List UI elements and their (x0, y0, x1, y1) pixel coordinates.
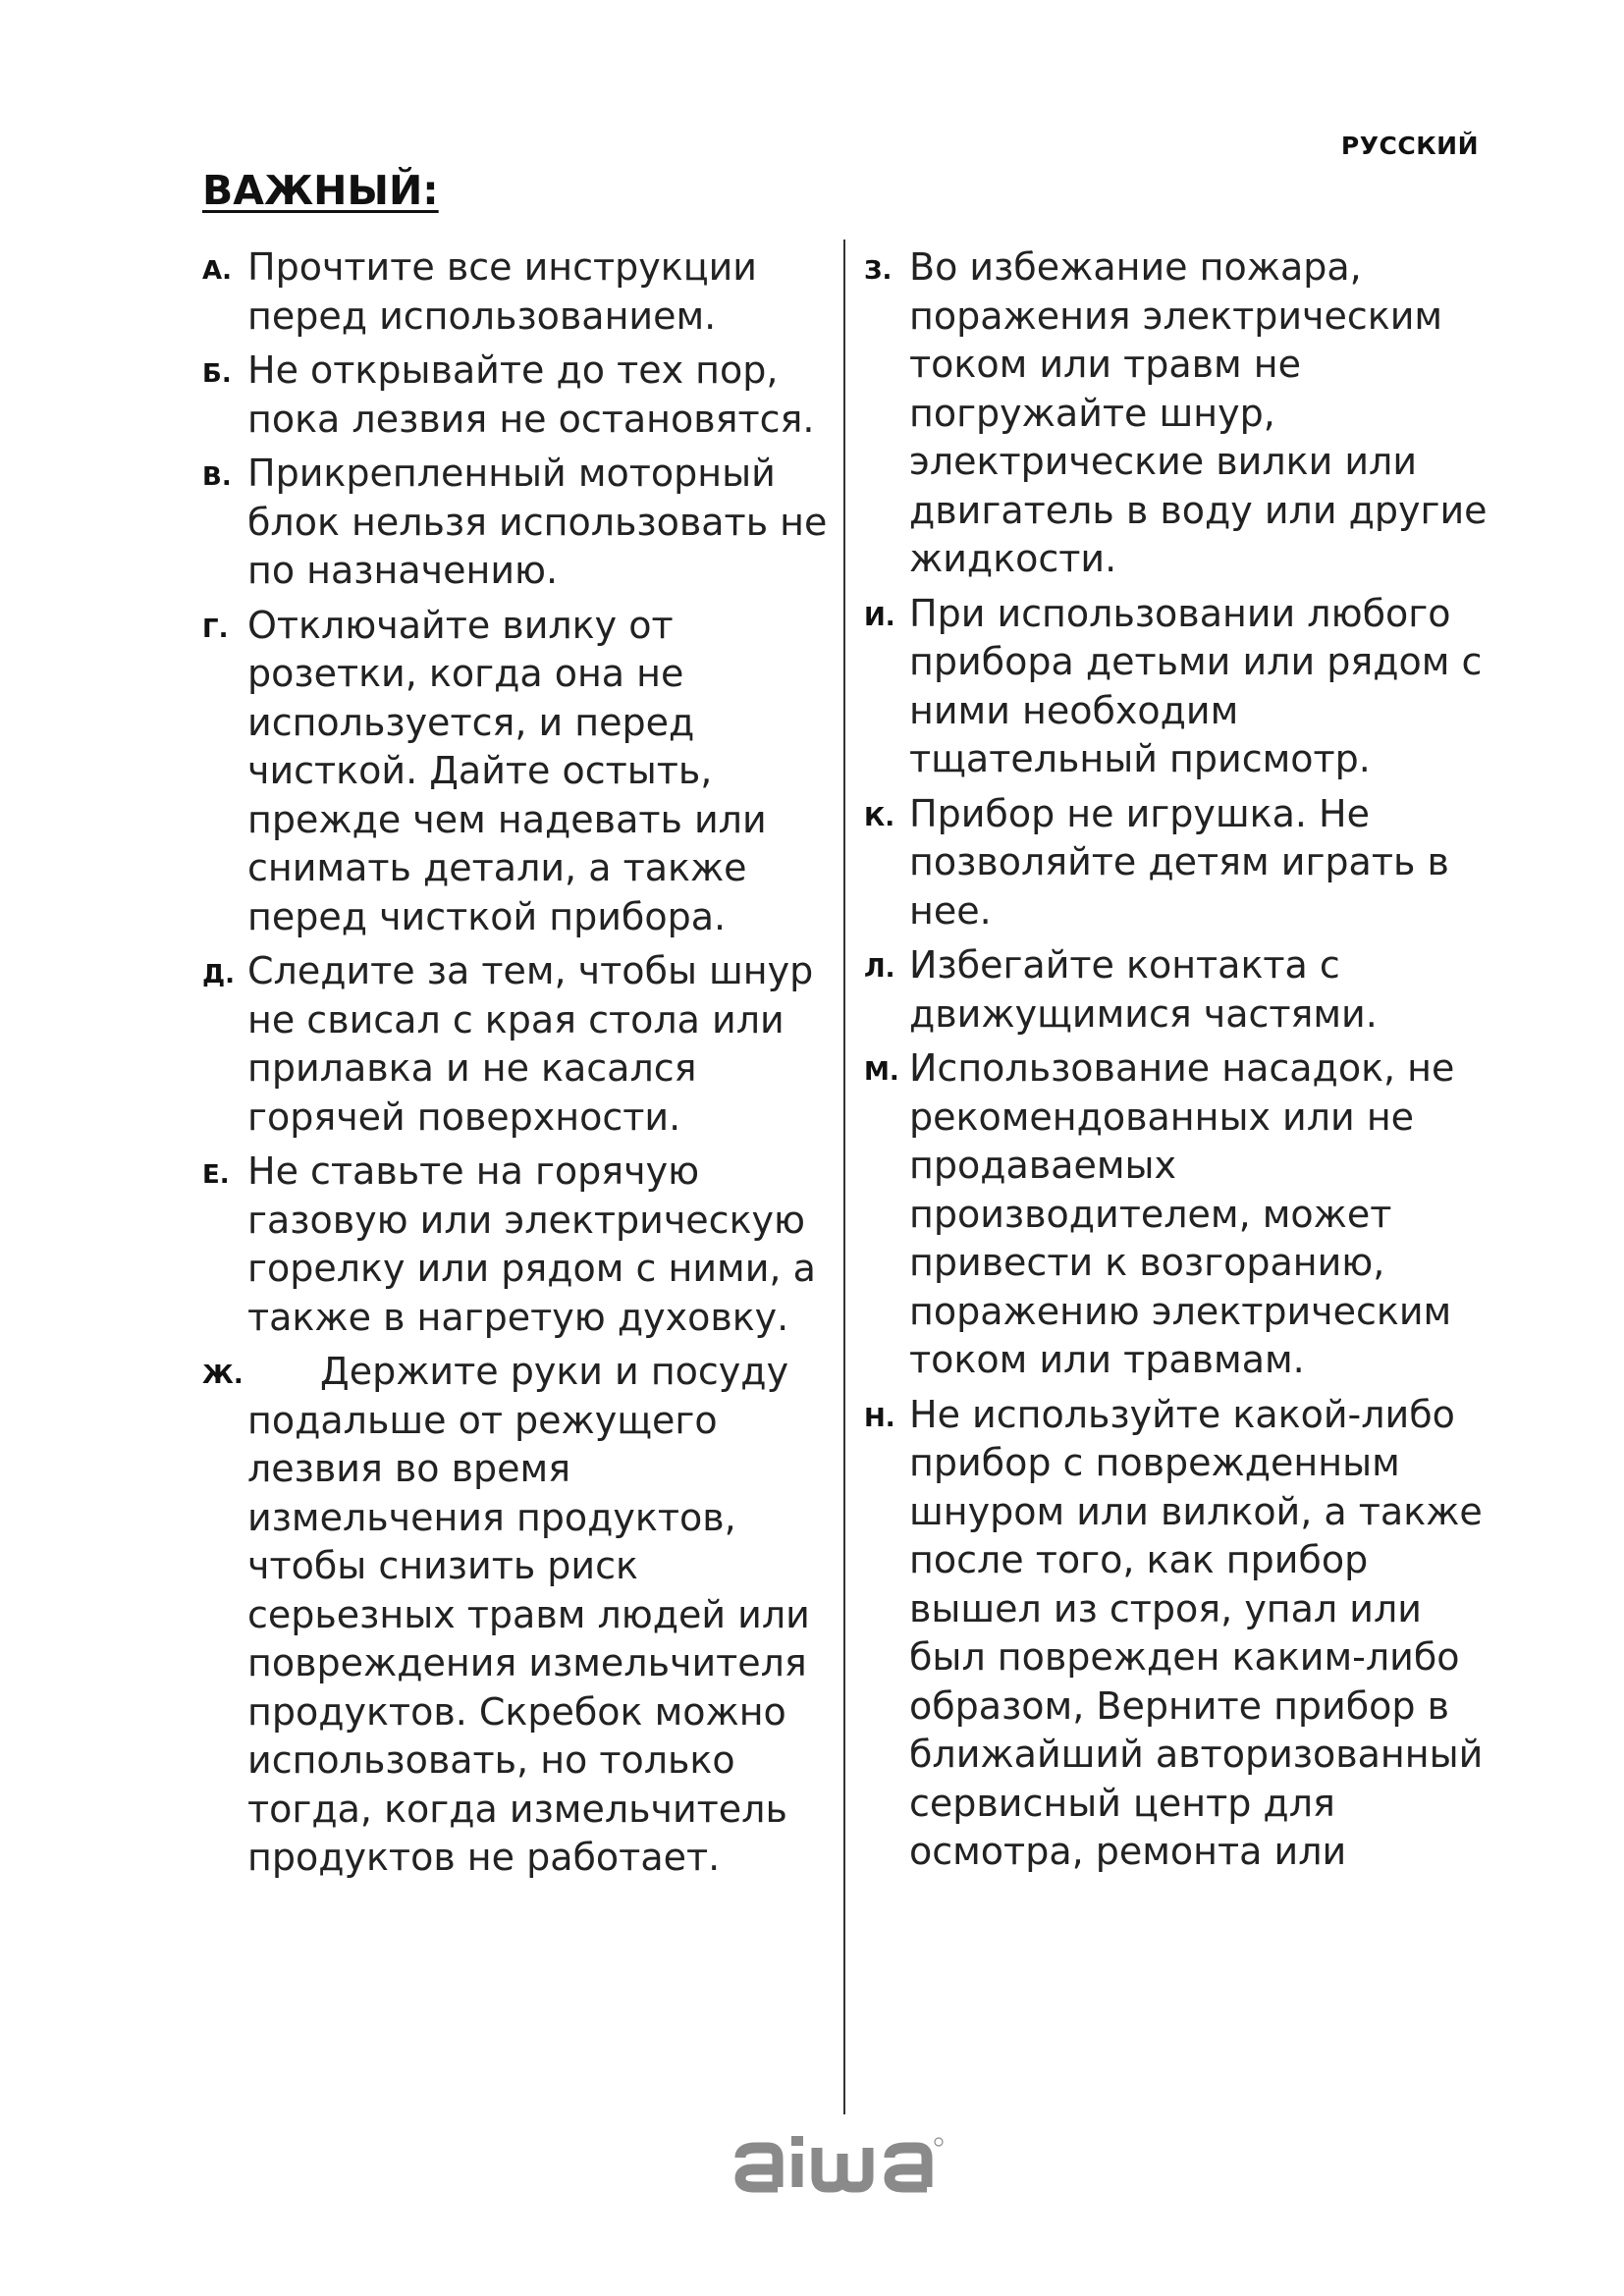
page-title: ВАЖНЫЙ: (202, 167, 439, 214)
instruction-item (202, 450, 831, 596)
instruction-text: Отключайте вилку от розетки, когда она не используется, и перед чисткой. Дайте остыть, прежде чем надевать или снимать детали, а также перед чисткой прибора. (247, 603, 767, 938)
instruction-item (202, 243, 831, 341)
instruction-text: Следите за тем, чтобы шнур не свисал с края стола или прилавка и не касался горячей поверхности. (247, 949, 814, 1139)
instruction-text: Не ставьте на горячую газовую или электрическую горелку или рядом с ними, а также в нагретую духовку. (247, 1149, 816, 1339)
instruction-item (864, 1044, 1492, 1385)
instruction-item (202, 1148, 831, 1342)
instruction-item (864, 590, 1492, 784)
instruction-letter: З. (864, 256, 893, 286)
instruction-text: Прибор не игрушка. Не позволяйте детям играть в нее. (909, 791, 1449, 933)
instruction-letter: Н. (864, 1403, 895, 1433)
instruction-letter: Г. (202, 614, 229, 644)
aiwa-logo-icon (727, 2132, 962, 2195)
instruction-letter: И. (864, 602, 895, 632)
instruction-item (202, 1348, 831, 1883)
instruction-letter: Е. (202, 1160, 230, 1190)
instruction-letter: А. (202, 256, 232, 286)
instruction-letter: К. (864, 802, 895, 832)
language-label: РУССКИЙ (1340, 132, 1479, 160)
instruction-letter: Б. (202, 359, 232, 389)
instruction-item (864, 941, 1492, 1039)
instruction-item (864, 1391, 1492, 1877)
instruction-text: При использовании любого прибора детьми или рядом с ними необходим тщательный присмотр. (909, 591, 1483, 780)
instruction-item (202, 347, 831, 444)
instruction-text: Прочтите все инструкции перед использованием. (247, 245, 757, 338)
instructions-left-column (202, 243, 831, 1889)
instruction-text: Не открывайте до тех пор, пока лезвия не остановятся. (247, 348, 815, 441)
instruction-letter: Л. (864, 954, 895, 984)
instruction-text: Не используйте какой-либо прибор с поврежденным шнуром или вилкой, а также после того, как прибор вышел из строя, упал или был поврежден каким-либо образом, Верните прибор в ближайший авторизованный сервисный центр для осмотра, ремонта или (909, 1392, 1484, 1873)
instruction-letter: Д. (202, 960, 236, 989)
instructions-right-column (864, 243, 1492, 1883)
instruction-text: Держите руки и посуду подальше от режущего лезвия во время измельчения продуктов, чтобы снизить риск серьезных травм людей или повреждения измельчителя продуктов. Скребок можно использовать, но только тогда, когда измельчитель продуктов не работает. (247, 1350, 810, 1879)
column-divider (843, 240, 845, 2114)
instruction-item (202, 602, 831, 942)
instruction-letter: Ж. (202, 1361, 244, 1390)
instruction-text: Прикрепленный моторный блок нельзя использовать не по назначению. (247, 452, 828, 592)
instruction-text: Во избежание пожара, поражения электрическим током или травм не погружайте шнур, электрические вилки или двигатель в воду или другие жидкости. (909, 245, 1488, 580)
instruction-text: Избегайте контакта с движущимися частями. (909, 943, 1378, 1036)
instruction-letter: В. (202, 462, 232, 492)
instruction-text: Использование насадок, не рекомендованных или не продаваемых производителем, может привести к возгоранию, поражению электрическим током или травмам. (909, 1046, 1455, 1381)
instruction-item (864, 243, 1492, 584)
instruction-item (864, 790, 1492, 936)
instruction-letter: М. (864, 1057, 899, 1087)
instruction-item (202, 947, 831, 1142)
